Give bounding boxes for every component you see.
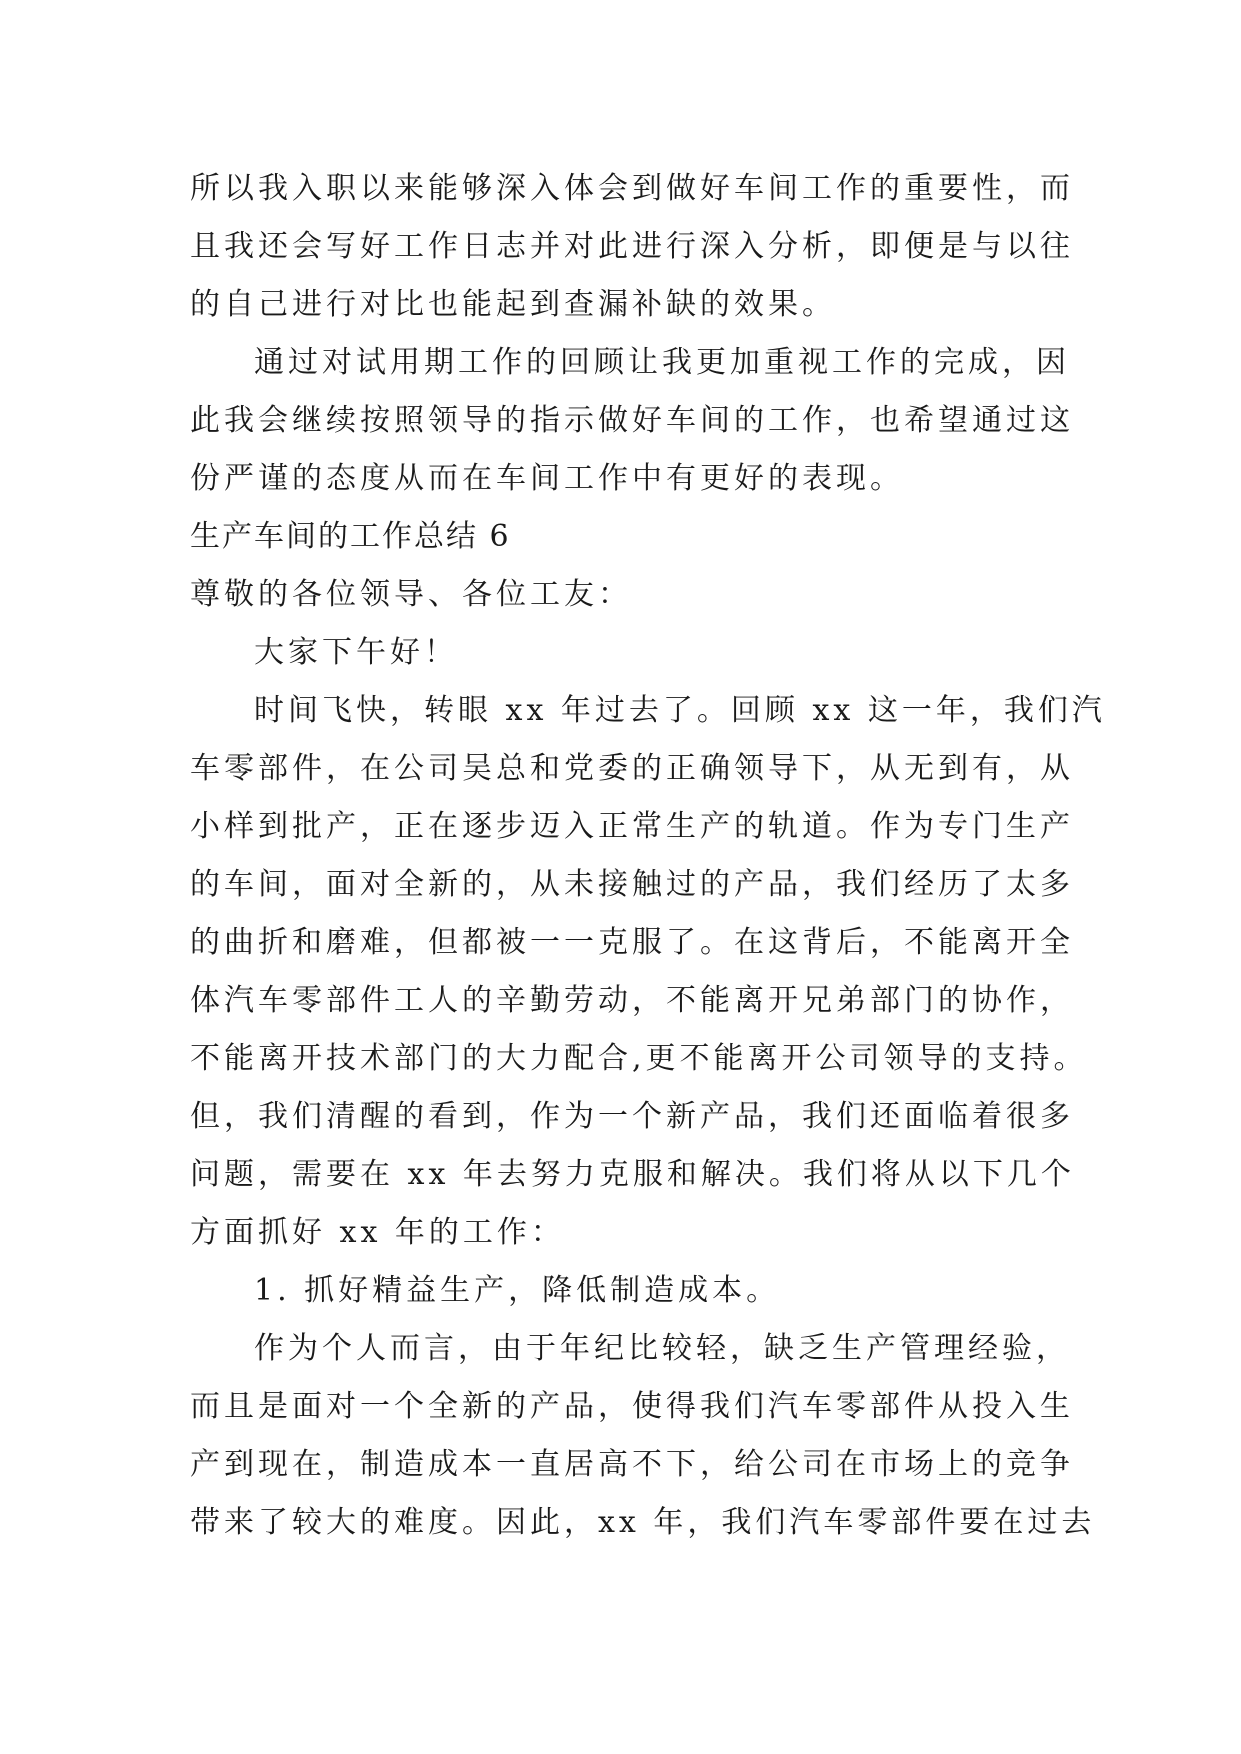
text-line: 作为个人而言，由于年纪比较轻，缺乏生产管理经验， — [254, 1331, 1070, 1366]
text-line: 体汽车零部件工人的辛勤劳动，不能离开兄弟部门的协作， — [190, 983, 1074, 1018]
section-heading: 生产车间的工作总结 6 — [190, 519, 511, 554]
text-line: 时间飞快，转眼 xx 年过去了。回顾 xx 这一年，我们汽 — [254, 693, 1106, 728]
text-line: 的曲折和磨难，但都被一一克服了。在这背后，不能离开全 — [190, 925, 1074, 960]
text-line: 所以我入职以来能够深入体会到做好车间工作的重要性，而 — [190, 171, 1074, 206]
text-line: 且我还会写好工作日志并对此进行深入分析，即便是与以往 — [190, 229, 1074, 264]
text-line: 份严谨的态度从而在车间工作中有更好的表现。 — [190, 461, 904, 496]
text-line: 问题，需要在 xx 年去努力克服和解决。我们将从以下几个 — [190, 1157, 1075, 1192]
greeting: 大家下午好！ — [254, 635, 458, 670]
document-body — [190, 160, 1106, 1552]
text-line: 但，我们清醒的看到，作为一个新产品，我们还面临着很多 — [190, 1099, 1074, 1134]
text-line: 带来了较大的难度。因此，xx 年，我们汽车零部件要在过去 — [190, 1505, 1096, 1540]
text-line: 通过对试用期工作的回顾让我更加重视工作的完成，因 — [254, 345, 1070, 380]
text-line: 此我会继续按照领导的指示做好车间的工作，也希望通过这 — [190, 403, 1074, 438]
text-line: 不能离开技术部门的大力配合,更不能离开公司领导的支持。 — [190, 1041, 1088, 1076]
text-line: 而且是面对一个全新的产品，使得我们汽车零部件从投入生 — [190, 1389, 1074, 1424]
text-line: 方面抓好 xx 年的工作： — [190, 1215, 565, 1250]
text-line: 车零部件，在公司吴总和党委的正确领导下，从无到有，从 — [190, 751, 1074, 786]
text-line: 的车间，面对全新的，从未接触过的产品，我们经历了太多 — [190, 867, 1074, 902]
salutation: 尊敬的各位领导、各位工友： — [190, 577, 632, 612]
text-line: 产到现在，制造成本一直居高不下，给公司在市场上的竞争 — [190, 1447, 1074, 1482]
list-item-heading: 1. 抓好精益生产，降低制造成本。 — [254, 1273, 781, 1308]
text-line: 的自己进行对比也能起到查漏补缺的效果。 — [190, 287, 836, 322]
text-line: 小样到批产，正在逐步迈入正常生产的轨道。作为专门生产 — [190, 809, 1074, 844]
